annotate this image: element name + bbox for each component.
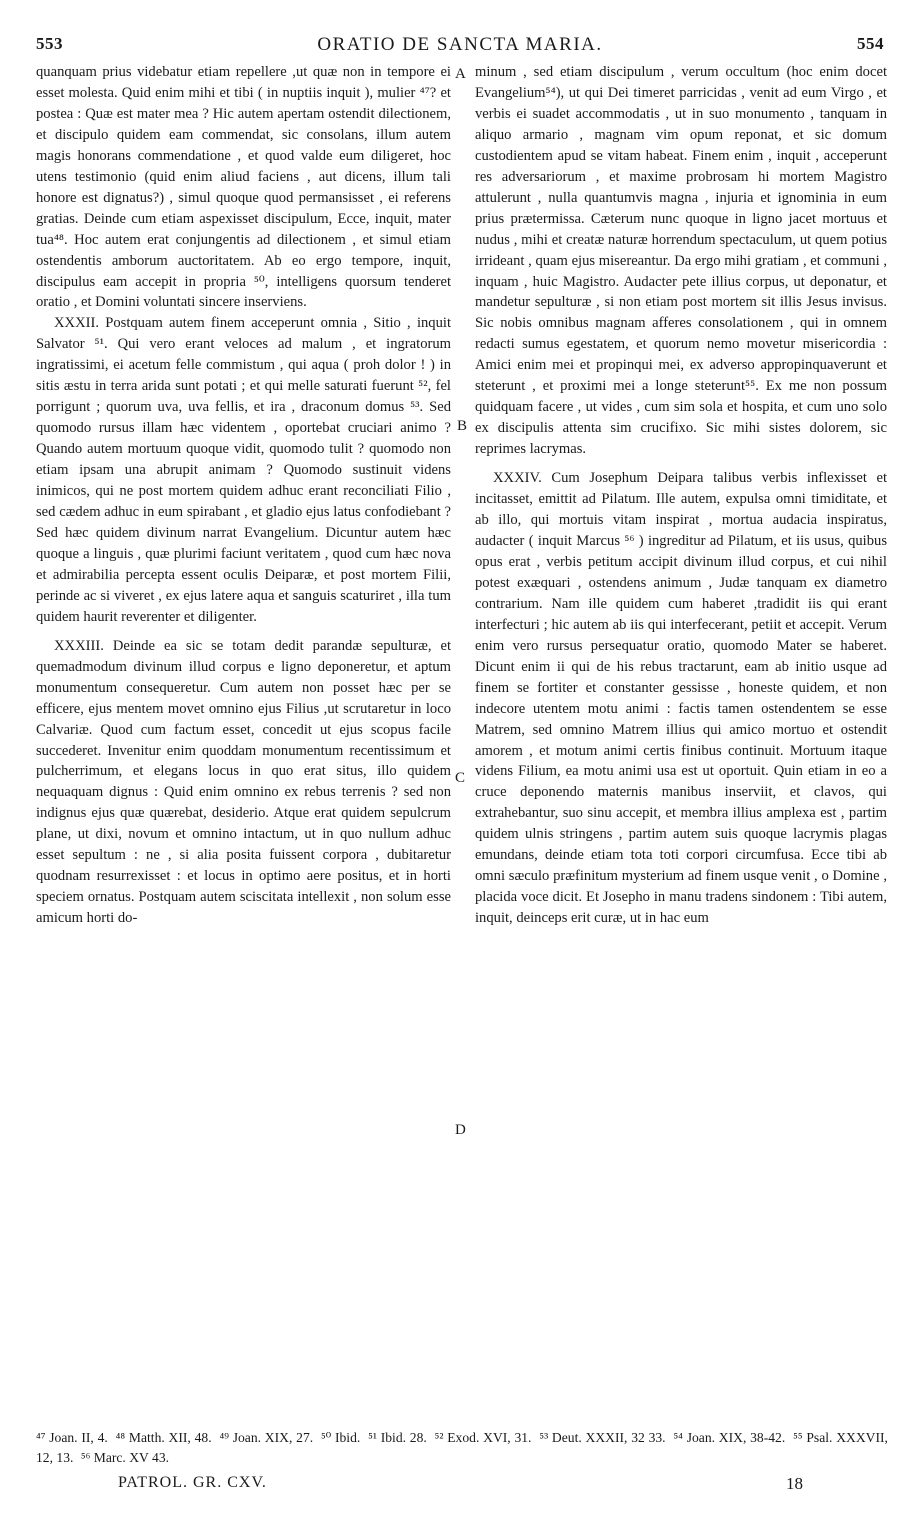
page-number-left: 553 xyxy=(36,34,63,53)
paragraph-xxxii: XXXII. Postquam autem finem acceperunt omnia , Sitio , inquit Salvator ⁵¹. Qui vero erant veloces ad malum , et ingratorum ingratissimi, ei acetum felle commistum , qui aqua ( proh dolor ! ) in sitis æstu in terra arida sunt potati ; et qui melle saturati fuerunt ⁵², fel porrigunt ; quorum uva, uva fellis, et ira , draconum domus ⁵³. Sed quomodo rursus illam hæc videntem , oportebat cruciari animo ? Quando autem mortuum quoque vidit, quomodo tulit ? quomodo non etiam ipsam una abrupit animam ? Quomodo sustinuit videns inimicos, qui ne post mortem quidem adhuc erant reconciliati Filio , sed cædem adhuc in eum spirabant , et gladio ejus latus confodiebant ? Sed hæc quidem divinum narrat Evangelium. Dicuntur autem hæc quoque a linguis , quæ plurimi faciunt veritatem , quod cum hæc nova et admirabilia percepta essent oculis Deiparæ, et post mortem Filii, perinde ac si viveret , ex ejus latere aqua et sanguis scaturiret , illa tum quidem haurit reverenter et diligenter. xyxy=(36,315,451,625)
footnote-48: ⁴⁸ Matth. XII, 48. xyxy=(115,1430,212,1445)
footnote-50: ⁵⁰ Ibid. xyxy=(321,1430,361,1445)
section-marker-c: C xyxy=(455,770,466,786)
right-column xyxy=(475,62,887,929)
paragraph-xxxiii: XXXIII. Deinde ea sic se totam dedit parandæ sepulturæ, et quemadmodum divinum illud corpus e ligno deponeretur, et aptum monumentum consequeretur. Cum autem non posset hæc per se efficere, ejus mentem movet omnino ejus Filius ,ut scrutaretur in loco Calvariæ. Quod cum factum esset, concedit ut ejus scopus facile succederet. Invenitur enim quoddam monumentum recentissimum et pulcherrimum, et elegans locus in quo erat situs, illo quidem nequaquam dignus : Quid enim omnino ex rebus terrenis ? sed non indignus ejus quæ quærebat, desiderio. Atque erat quidem sepulcrum plane, ut dixi, novum et omnino intactum, ut in quo nullum adhuc esset sepultum : ne , si alia posita fuissent corpora , dubitaretur quodnam resurrexisset : et locus in optimo aere positus, et in horti speciem ornatus. Postquam autem sciscitata intellexit , non solum esse amicum horti do- xyxy=(36,637,451,927)
footnote-51: ⁵¹ Ibid. 28. xyxy=(368,1430,427,1445)
page-number-right: 554 xyxy=(857,34,884,53)
footnote-49: ⁴⁹ Joan. XIX, 27. xyxy=(219,1430,314,1445)
sheet-number: 18 xyxy=(786,1474,803,1493)
section-marker-d: D xyxy=(455,1122,466,1138)
footnotes xyxy=(36,1428,888,1468)
paragraph-xxxi-end: quanquam prius videbatur etiam repellere ,ut quæ non in tempore ei esset molesta. Quid enim mihi et tibi ( in nuptiis inquit ), mulier ⁴⁷? et postea : Quæ est mater mea ? Hic autem apertam ostendit dilectionem, et discipulo quidem eam commendat, sic consolans, illum autem magis honorans commendatione , et quod valde eum diligeret, hoc utens testimonio (quid enim aliud faciens , aut dicens, illum tali honore est dignatus?) , simul quoque quod permansisset , ei referens gratias. Deinde cum etiam aspexisset discipulum, Ecce, inquit, mater tua⁴⁸. Hoc autem erat conjungentis ad dilectionem , et simul etiam ostendentis amborum auctoritatem. Ab eo ergo tempore, inquit, discipulus eam accepit in propria ⁵⁰, intelligens quorsum tenderet oratio , et Domini voluntati sincere inserviens. xyxy=(36,64,451,311)
footnote-54: ⁵⁴ Joan. XIX, 38-42. xyxy=(673,1430,786,1445)
running-header xyxy=(36,34,884,58)
footnote-47: ⁴⁷ Joan. II, 4. xyxy=(36,1430,108,1445)
footnote-55: ⁵⁵ Psal. XXXVII, 12, 13. xyxy=(36,1430,888,1465)
running-title: ORATIO DE SANCTA MARIA. xyxy=(317,34,603,55)
left-column xyxy=(36,62,451,929)
footnote-52: ⁵² Exod. XVI, 31. xyxy=(434,1430,532,1445)
section-marker-b: B xyxy=(457,418,468,434)
section-marker-a: A xyxy=(455,66,466,82)
footnote-53: ⁵³ Deut. XXXII, 32 33. xyxy=(539,1430,666,1445)
paragraph-xxxiii-cont: minum , sed etiam discipulum , verum occultum (hoc enim docet Evangelium⁵⁴), ut qui Dei timeret parricidas , venit ad eum Virgo , et verbis ei suadet accommodatis , ut in suo monumento , tanquam in aliquo armario , magnam vim opum reponat, et sic domum custodientem apud se vitam habeat. Finem enim , inquit , acceperunt res adversariorum , et maxime probrosam hi mortem Magistro attulerunt , nulla quantumvis magna , injuria et ignominia in eum prius prætermissa. Cæterum nunc quoque in ligno jacet mortuus et nudus , mihi et creatæ naturæ horrendum spectaculum, ut quem potius irrideant , quam ejus misereantur. Da ergo mihi gratiam , et communi , inquam , huic Magistro. Audacter pete illius corpus, ut deponatur, et mandetur sepulturæ , si non etiam post mortem sit illis Jesus invisus. Sic nobis omnibus magnam afferes consolationem , qui in omnem redacti sumus egestatem, et quorum nemo movetur misericordia : Amici enim mei et propinqui mei, ex adverso appropinquaverunt et steterunt , et proximi mei a longe steterunt⁵⁵. Ex me non possum quidquam facere , ut vides , cum sim sola et hospita, et cum uno solo ex discipulis attenta sim crucifixo. Sic mihi sistes dolorem, sic reprimes lacrymas. xyxy=(475,64,887,458)
signature-mark: PATROL. GR. CXV. xyxy=(118,1474,267,1491)
footnote-56: ⁵⁶ Marc. XV 43. xyxy=(80,1450,170,1465)
paragraph-xxxiv: XXXIV. Cum Josephum Deipara talibus verbis inflexisset et incitasset, emittit ad Pilatum. Ille autem, expulsa omni timiditate, et ab illo, qui mortuis vitam inspirat , mortua audacia inspiratus, audacter ( inquit Marcus ⁵⁶ ) ingreditur ad Pilatum, et iis usus, quibus opus erat , verbis petitum accipit divinum illud corpus, et cui nihil potest exæquari , ostendens animum , Judæ tanquam ex diametro contrarium. Nam ille quidem cum haberet ,tradidit iis qui erant interfecturi ; hic autem ab iis qui interfecerant, petiit et accepit. Verum enim vero rursus persequatur oratio, quomodo Mater se haberet. Dicunt enim ii qui de his rebus tractarunt, eam ab initio usque ad finem se fortiter et constanter gessisse , honeste quidem, et non indecore utentem motu animi : factis tamen ostendentem se esse Matrem, sed omnino Matrem illius qui amico mortuo et ostendit amorem , et motum animi certis finibus continuit. Mortuum itaque videns Filium, ea motu animi usa est ut oportuit. Quin etiam in eo a cruce deponendo maternis manibus inserviit, et clavos, qui extrahebantur, suo sinu accepit, et membra illius amplexa est , partim quidem ulnis stringens , partim autem suis quoque lacrymis plagas emundans, deinde etiam tota toti corpori circumfusa. Ecce tibi ab omni sæculo præfinitum mysterium ad finem usque venit , o Domine , placida voce dicit. Et Josepho in manu tradens sindonem : Tibi autem, inquit, deinceps erit curæ, ut in hac eum xyxy=(475,470,887,927)
